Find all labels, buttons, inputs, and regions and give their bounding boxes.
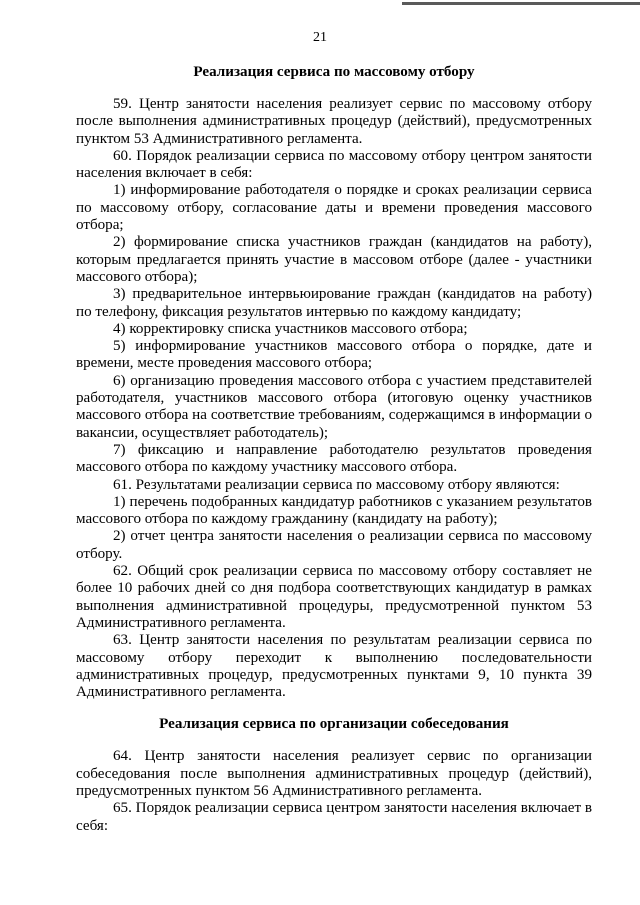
section-interview [76,748,592,834]
list-item: 5) информирование участников массового отбора о порядке, дате и времени, месте проведения массового отбора; [76,338,592,372]
list-item: 4) корректировку списка участников массового отбора; [113,320,468,337]
list-item: 2) формирование списка участников граждан (кандидатов на работу), которым предлагается принять участие в массовом отборе (далее - участники массового отбора); [76,234,592,285]
list-item: 2) отчет центра занятости населения о реализации сервиса по массовому отбору. [76,528,592,562]
paragraph: 61. Результатами реализации сервиса по массовому отбору являются: [113,476,560,493]
paragraph: 59. Центр занятости населения реализует сервис по массовому отбору после выполнения административных процедур (действий), предусмотренных пунктом 53 Административного регламента. [76,96,592,147]
list-item: 3) предварительное интервьюирование граждан (кандидатов на работу) по телефону, фиксация результатов интервью по каждому кандидату; [76,286,592,320]
paragraph: 64. Центр занятости населения реализует сервис по организации собеседования после выполнения административных процедур (действий), предусмотренных пунктом 56 Административного регламента. [76,748,592,799]
list-item: 1) информирование работодателя о порядке и сроках реализации сервиса по массовому отбору, согласование даты и времени проведения массового отбора; [76,182,592,234]
paragraph: 60. Порядок реализации сервиса по массовому отбору центром занятости населения включает в себя: [76,147,592,182]
section-mass-selection [76,96,592,701]
paragraph: 63. Центр занятости населения по результатам реализации сервиса по массовому отбору переходит к выполнению последовательности административных процедур, предусмотренных пунктами 9, 10 пункта 39 Административного регламента. [76,632,592,701]
paragraph: 65. Порядок реализации сервиса центром занятости населения включает в себя: [76,800,592,834]
section-heading-interview: Реализация сервиса по организации собеседования [159,716,509,733]
document-body [76,63,592,835]
list-item: 1) перечень подобранных кандидатур работников с указанием результатов массового отбора по каждому гражданину (кандидату на работу); [76,493,592,528]
list-item: 7) фиксацию и направление работодателю результатов проведения массового отбора по каждому участнику массового отбора. [76,441,592,476]
scan-edge-mark [402,2,640,5]
paragraph: 62. Общий срок реализации сервиса по массовому отбору составляет не более 10 рабочих дней со дня подбора соответствующих кандидатур в рамках выполнения административной процедуры, предусмотренной пунктом 53 Административного регламента. [76,563,592,631]
section-heading-mass-selection: Реализация сервиса по массовому отбору [193,64,475,80]
page-number: 21 [313,30,327,45]
list-item: 6) организацию проведения массового отбора с участием представителей работодателя, участников массового отбора (итоговую оценку участников массового отбора на соответствие требованиям, содержащимся в информации о вакансии, осуществляет работодатель); [76,372,592,441]
